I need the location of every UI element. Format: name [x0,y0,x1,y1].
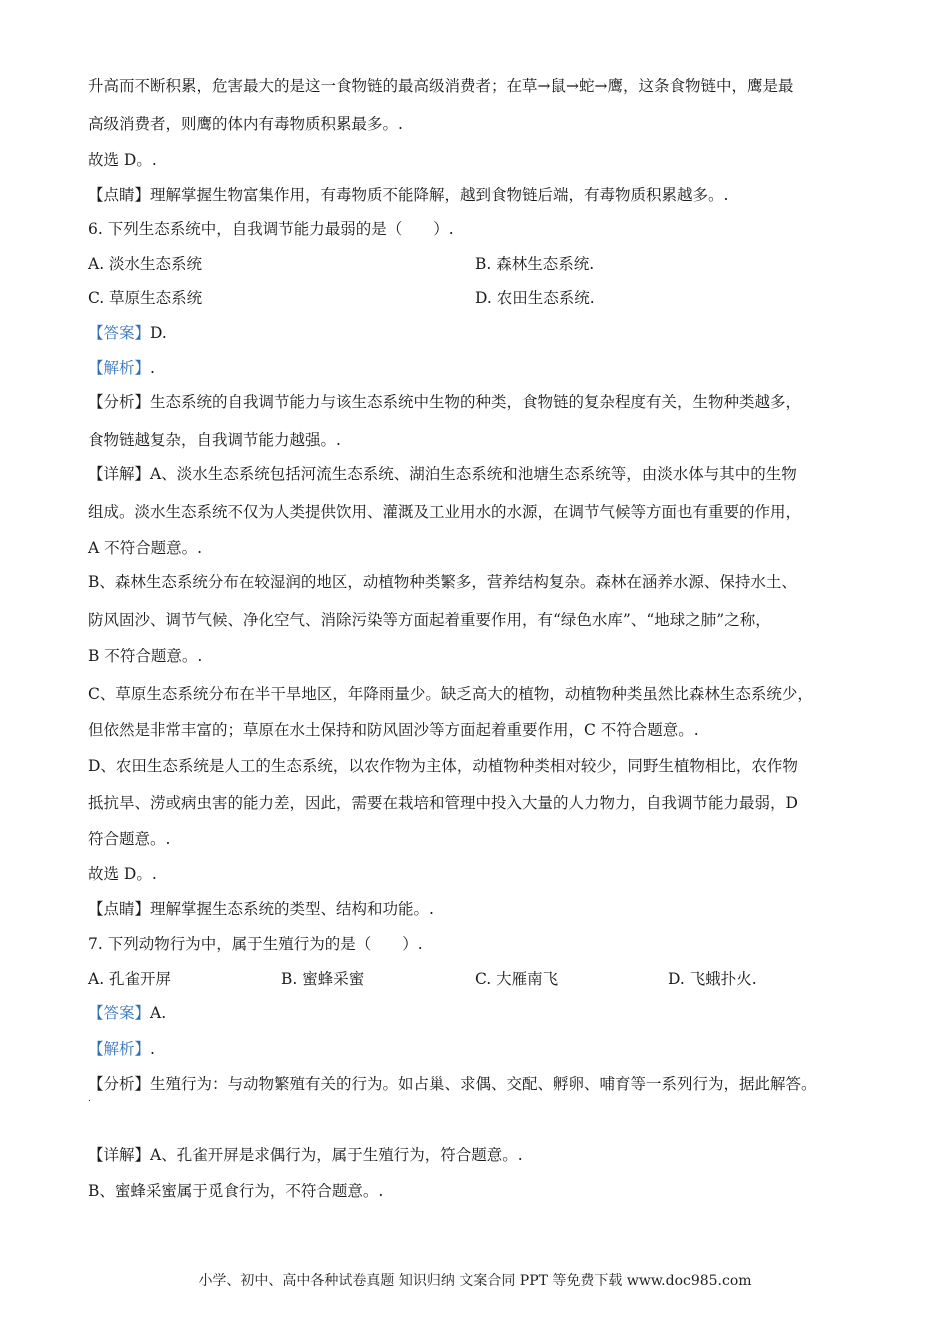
q6-option-a: A. 淡水生态系统 [88,255,203,273]
q6-detail-a-line-2: 组成。淡水生态系统不仅为人类提供饮用、灌溉及工业用水的水源，在调节气候等方面也有重要的作用， [88,503,802,521]
q6-option-d: D. 农田生态系统. [475,289,595,307]
answer-value: D. [150,324,167,342]
q6-detail-d-line-1: D、农田生态系统是人工的生态系统，以农作物为主体，动植物种类相对较少，同野生植物相比，农作物 [88,757,798,775]
q7-answer [88,1003,166,1023]
q7-fenxi-line: 【分析】生殖行为：与动物繁殖有关的行为。如占巢、求偶、交配、孵卵、哺育等一系列行为，据此解答。 [88,1075,817,1093]
page-footer: 小学、初中、高中各种试卷真题 知识归纳 文案合同 PPT 等免费下载 www.doc985.com [198,1273,752,1289]
q7-option-a: A. 孔雀开屏 [88,970,172,988]
q6-detail-d-line-2: 抵抗旱、涝或病虫害的能力差，因此，需要在栽培和管理中投入大量的人力物力，自我调节能力最弱，D [88,794,798,812]
q6-detail-a-line-3: A 不符合题意。. [88,539,203,557]
answer-value: A. [150,1004,167,1022]
comment-note: 【点睛】理解掌握生物富集作用，有毒物质不能降解，越到食物链后端，有毒物质积累越多。. [88,186,729,204]
q7-detail-a: 【详解】A、孔雀开屏是求偶行为，属于生殖行为，符合题意。. [88,1146,523,1164]
question-7-stem: 7. 下列动物行为中，属于生殖行为的是（ ）. [88,935,423,953]
q6-detail-b-line-1: B、森林生态系统分布在较湿润的地区，动植物种类繁多，营养结构复杂。森林在涵养水源、保持水土、 [88,573,797,591]
q7-detail-b: B、蜜蜂采蜜属于觅食行为，不符合题意。. [88,1182,384,1200]
q6-detail-b-line-2: 防风固沙、调节气候、净化空气、消除污染等方面起着重要作用，有“绿色水库”、“地球之肺”之称， [88,611,771,629]
analysis-tag: 【解析】 [88,359,151,377]
q6-detail-d-line-3: 符合题意。. [88,830,171,848]
continued-text-line-1: 升高而不断积累，危害最大的是这一食物链的最高级消费者；在草→鼠→蛇→鹰，这条食物链中，鹰是最 [88,77,794,95]
q6-detail-b-line-3: B 不符合题意。. [88,647,203,665]
q7-option-d: D. 飞蛾扑火. [668,970,757,988]
q6-option-b: B. 森林生态系统. [475,255,595,273]
q6-fenxi-line-2: 食物链越复杂，自我调节能力越强。. [88,431,341,449]
analysis-tag: 【解析】 [88,1040,151,1058]
q6-comment-note: 【点睛】理解掌握生态系统的类型、结构和功能。. [88,900,434,918]
q6-answer [88,323,167,343]
q6-option-c: C. 草原生态系统 [88,289,203,307]
q6-detail-a-line-1: 【详解】A、淡水生态系统包括河流生态系统、湖泊生态系统和池塘生态系统等，由淡水体与其中的生物 [88,465,797,483]
q7-option-c: C. 大雁南飞 [475,970,559,988]
q6-fenxi-line-1: 【分析】生态系统的自我调节能力与该生态系统中生物的种类，食物链的复杂程度有关，生物种类越多， [88,393,802,411]
q6-detail-c-line-2: 但依然是非常丰富的；草原在水土保持和防风固沙等方面起着重要作用，C 不符合题意。. [88,721,699,739]
answer-tag: 【答案】 [88,1004,151,1022]
question-6-stem: 6. 下列生态系统中，自我调节能力最弱的是（ ）. [88,220,454,238]
q7-fenxi-tail: . [88,1094,91,1104]
q6-choose-answer: 故选 D。. [88,865,157,883]
q7-option-b: B. 蜜蜂采蜜 [281,970,365,988]
choose-answer: 故选 D。. [88,151,157,169]
q7-analysis: 【解析】. [88,1040,155,1058]
answer-tag: 【答案】 [88,324,151,342]
q6-detail-c-line-1: C、草原生态系统分布在半干旱地区，年降雨量少。缺乏高大的植物，动植物种类虽然比森林生态系统少， [88,685,813,703]
continued-text-line-2: 高级消费者，则鹰的体内有毒物质积累最多。. [88,115,403,133]
q6-analysis: 【解析】. [88,359,155,377]
